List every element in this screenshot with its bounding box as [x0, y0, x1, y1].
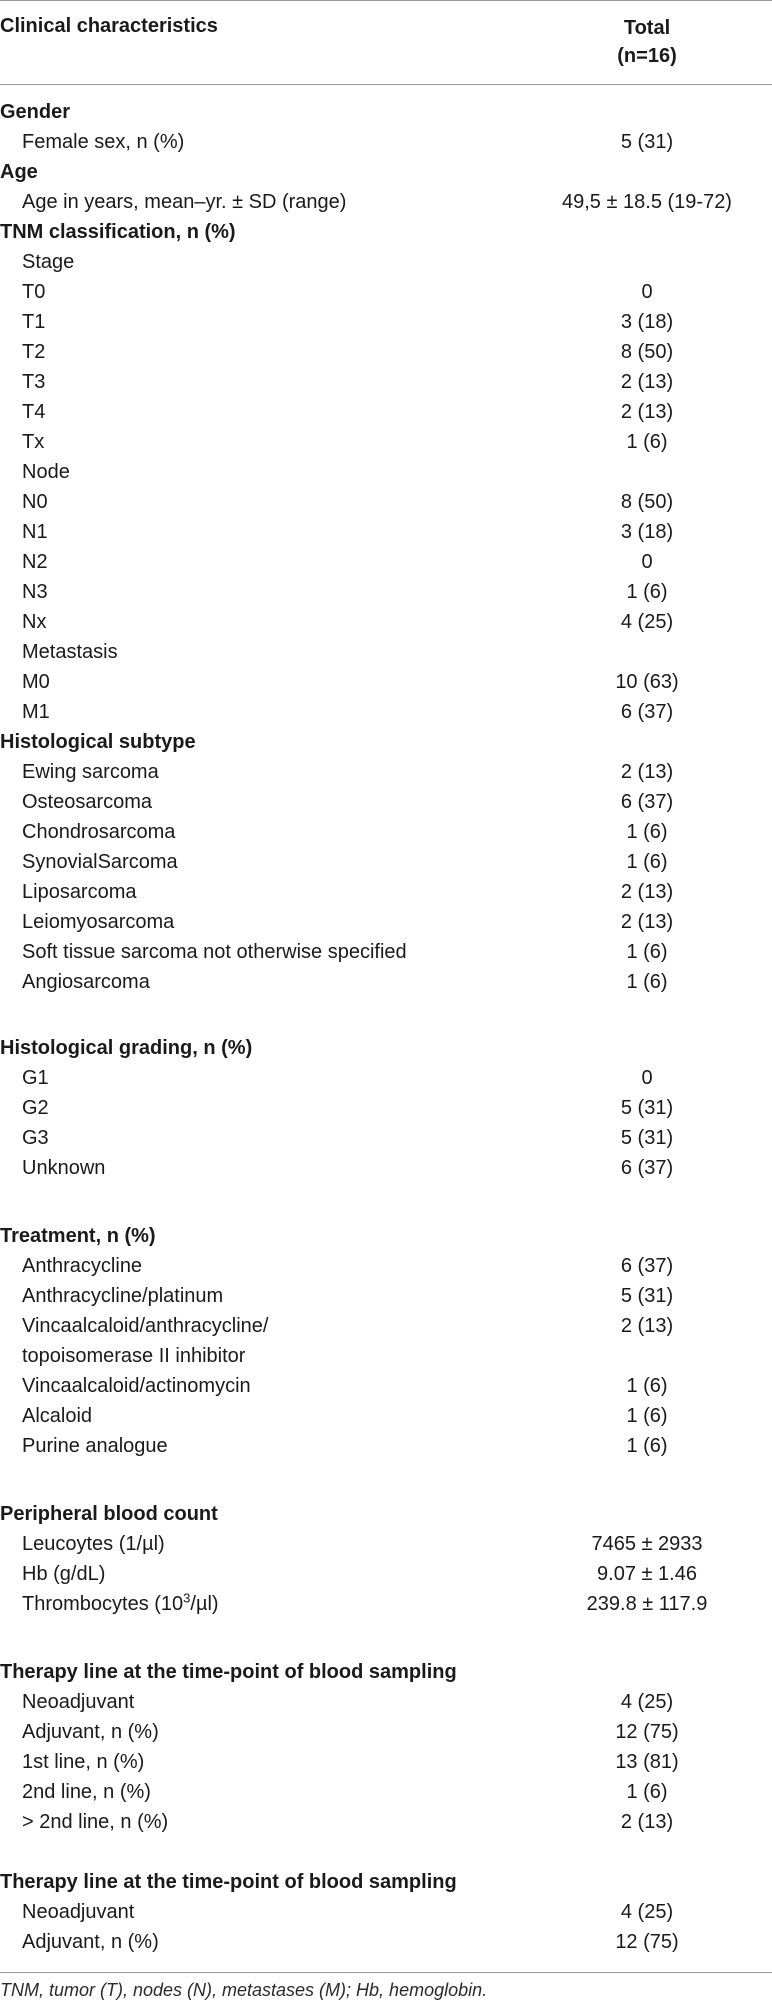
row-value: 1 (6) — [626, 1375, 668, 1397]
row-label: Age in years, mean–yr. ± SD (range) — [22, 191, 347, 213]
row-label: Female sex, n (%) — [22, 131, 185, 153]
section-heading: Histological grading, n (%) — [0, 1037, 253, 1059]
table-footnote: TNM, tumor (T), nodes (N), metastases (M); Hb, hemoglobin. — [0, 1980, 488, 2000]
row-value: 13 (81) — [615, 1751, 679, 1773]
row-value: 10 (63) — [615, 671, 679, 693]
header-characteristics: Clinical characteristics — [0, 15, 218, 37]
row-label: N2 — [22, 551, 48, 573]
row-label: Adjuvant, n (%) — [22, 1931, 159, 1953]
row-value: 4 (25) — [620, 1901, 674, 1923]
section-heading: Treatment, n (%) — [0, 1225, 156, 1247]
row-value: 2 (13) — [620, 911, 674, 933]
row-label: 1st line, n (%) — [22, 1751, 145, 1773]
header-total — [522, 14, 772, 70]
row-value: 4 (25) — [620, 1691, 674, 1713]
row-label: 2nd line, n (%) — [22, 1781, 151, 1803]
row-label: Vincaalcaloid/actinomycin — [22, 1375, 251, 1397]
row-value: 5 (31) — [620, 1127, 674, 1149]
row-value: 1 (6) — [626, 851, 668, 873]
row-label: Liposarcoma — [22, 881, 137, 903]
row-value: 5 (31) — [620, 131, 674, 153]
row-value: 1 (6) — [626, 1781, 668, 1803]
row-label: Nx — [22, 611, 47, 633]
row-value: 5 (31) — [620, 1285, 674, 1307]
row-label: Thrombocytes $(10^3/\mu l)$ — [22, 1590, 219, 1615]
row-label: N3 — [22, 581, 48, 603]
row-label: T2 — [22, 341, 46, 363]
row-value: 1 (6) — [626, 821, 668, 843]
row-value: 9.07 ± 1.46 — [597, 1563, 697, 1585]
row-label: Neoadjuvant — [22, 1691, 135, 1713]
row-label: G3 — [22, 1127, 49, 1149]
row-label: Leiomyosarcoma — [22, 911, 175, 933]
row-value: 1 (6) — [626, 431, 668, 453]
row-value: 1 (6) — [626, 1435, 668, 1457]
row-value: 49,5 ± 18.5 (19-72) — [562, 191, 732, 213]
row-label: Soft tissue sarcoma not otherwise specified — [22, 941, 407, 963]
row-value: 1 (6) — [626, 581, 668, 603]
row-label: T4 — [22, 401, 46, 423]
row-value: 3 (18) — [620, 521, 674, 543]
row-label: topoisomerase II inhibitor — [22, 1345, 246, 1367]
row-value: 239.8 ± 117.9 — [586, 1593, 708, 1615]
row-value: 2 (13) — [620, 371, 674, 393]
row-value: 6 (37) — [620, 791, 674, 813]
row-value: 2 (13) — [620, 761, 674, 783]
row-value: 12 (75) — [615, 1721, 679, 1743]
section-heading: Age — [0, 161, 38, 183]
row-value: 7465 ± 2933 — [591, 1533, 703, 1555]
section-heading: TNM classification, n (%) — [0, 221, 236, 243]
row-label: > 2nd line, n (%) — [22, 1811, 169, 1833]
row-label: Leucoytes (1/µl) — [22, 1533, 165, 1555]
row-label: Chondrosarcoma — [22, 821, 176, 843]
row-value: 6 (37) — [620, 701, 674, 723]
row-value: 1 (6) — [626, 971, 668, 993]
section-heading: Peripheral blood count — [0, 1503, 218, 1525]
row-label: Angiosarcoma — [22, 971, 150, 993]
row-label: Alcaloid — [22, 1405, 93, 1427]
row-value: 2 (13) — [620, 881, 674, 903]
row-label: Vincaalcaloid/anthracycline/ — [22, 1315, 269, 1337]
row-label-suffix: /µl) — [190, 1593, 219, 1615]
row-value: 5 (31) — [620, 1097, 674, 1119]
row-label: G1 — [22, 1067, 49, 1089]
header-total-n: (n=16) — [617, 45, 677, 67]
row-label: Adjuvant, n (%) — [22, 1721, 159, 1743]
section-heading: Therapy line at the time-point of blood sampling — [0, 1871, 457, 1893]
row-value: 0 — [641, 551, 653, 573]
row-label: Ewing sarcoma — [22, 761, 159, 783]
row-label: N1 — [22, 521, 48, 543]
row-value: 6 (37) — [620, 1255, 674, 1277]
row-label: T1 — [22, 311, 46, 333]
row-label: Tx — [22, 431, 45, 453]
row-label: Anthracycline/platinum — [22, 1285, 224, 1307]
row-label: T0 — [22, 281, 46, 303]
row-value: 8 (50) — [620, 341, 674, 363]
top-rule — [0, 0, 772, 1]
row-value: 1 (6) — [626, 941, 668, 963]
row-value: 2 (13) — [620, 1315, 674, 1337]
row-label: Neoadjuvant — [22, 1901, 135, 1923]
row-label: M0 — [22, 671, 50, 693]
row-label: G2 — [22, 1097, 49, 1119]
row-value: 1 (6) — [626, 1405, 668, 1427]
row-label: Stage — [22, 251, 75, 273]
row-label: Purine analogue — [22, 1435, 168, 1457]
row-value: 2 (13) — [620, 1811, 674, 1833]
row-label: SynovialSarcoma — [22, 851, 178, 873]
bottom-rule — [0, 1972, 772, 1973]
section-heading: Therapy line at the time-point of blood sampling — [0, 1661, 457, 1683]
section-heading: Histological subtype — [0, 731, 196, 753]
row-value: 0 — [641, 281, 653, 303]
row-label: Node — [22, 461, 70, 483]
header-rule — [0, 84, 772, 85]
row-value: 2 (13) — [620, 401, 674, 423]
header-total-label: Total — [623, 17, 671, 39]
row-label: N0 — [22, 491, 48, 513]
row-value: 8 (50) — [620, 491, 674, 513]
row-label: Hb (g/dL) — [22, 1563, 106, 1585]
row-value: 3 (18) — [620, 311, 674, 333]
row-value: 0 — [641, 1067, 653, 1089]
row-label: Unknown — [22, 1157, 106, 1179]
section-heading: Gender — [0, 101, 71, 123]
row-label-superscript: 3 — [183, 1590, 191, 1606]
row-label: M1 — [22, 701, 50, 723]
row-label: Metastasis — [22, 641, 118, 663]
row-label: Osteosarcoma — [22, 791, 153, 813]
row-value: 6 (37) — [620, 1157, 674, 1179]
row-label: T3 — [22, 371, 46, 393]
row-label: Anthracycline — [22, 1255, 143, 1277]
row-value: 4 (25) — [620, 611, 674, 633]
row-value: 12 (75) — [615, 1931, 679, 1953]
